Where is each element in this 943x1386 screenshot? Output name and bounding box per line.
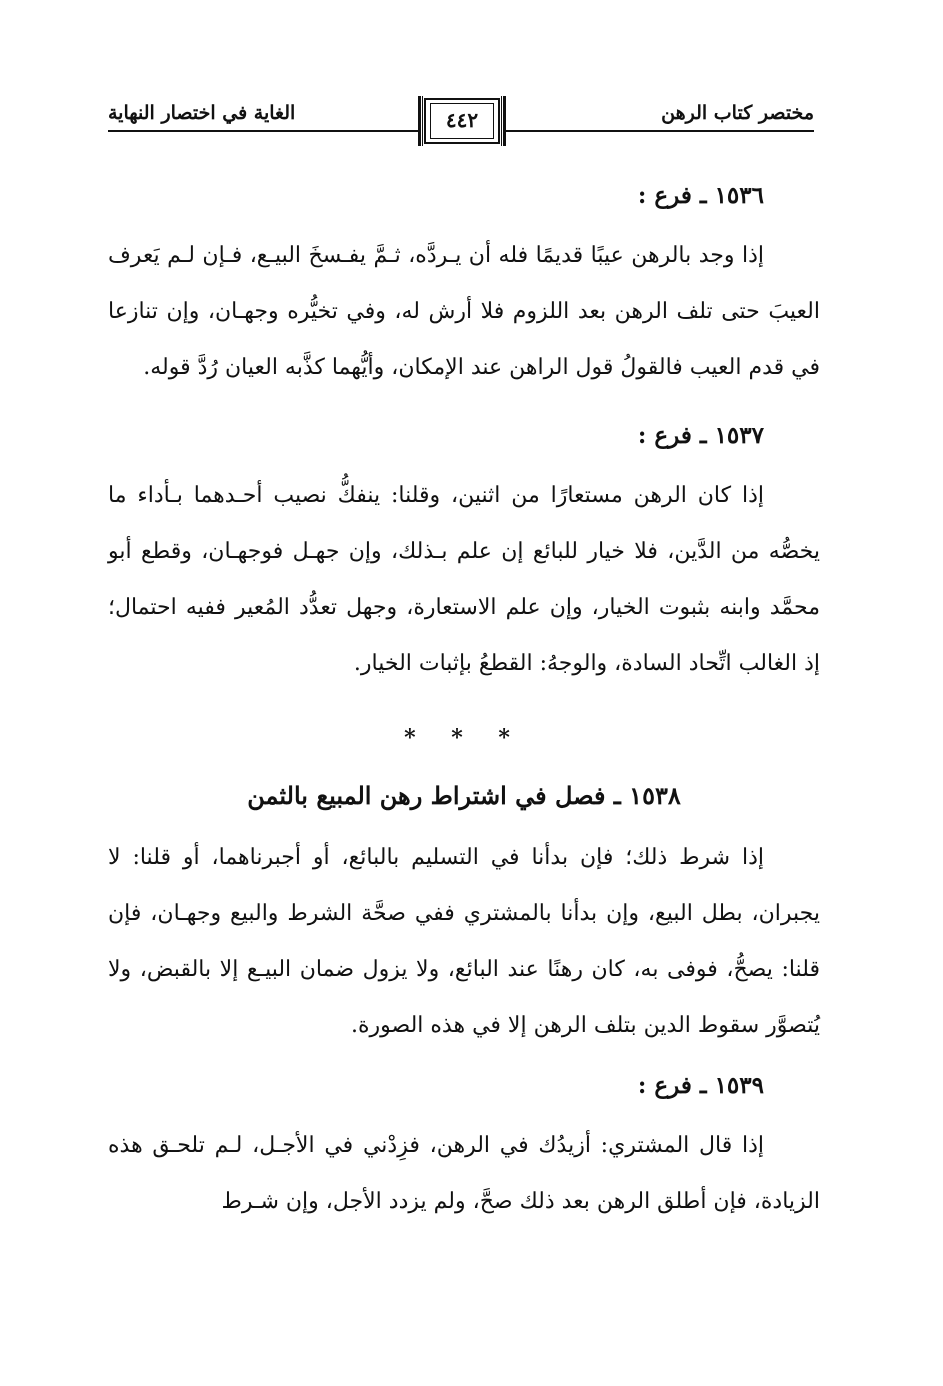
page-body [108, 178, 820, 1230]
page-number-frame [418, 96, 506, 146]
section-separator: * * * [404, 725, 524, 751]
book-title: الغاية في اختصار النهاية [108, 102, 296, 124]
book-section-title: مختصر كتاب الرهن [661, 102, 814, 124]
branch-heading: ١٥٣٩ ـ فرع : [637, 1072, 764, 1099]
section-paragraph: إذا شرط ذلك؛ فإن بدأنا في التسليم بالبائع، أو أجبرناهما، أو قلنا: لا يجبران، بطل البيع، وإن بدأنا بالمشتري ففي صحَّة الشرط والبيع وجهـان، فإن قلنا: يصحُّ، فوفى به، كان رهنًا عند البائع، ولا يزول ضمان البيـع إلا بالقبض، ولا يُتصوَّر سقوط الدين بتلف الرهن إلا في هذه الصورة. [108, 845, 820, 1038]
section-heading: ١٥٣٨ ـ فصل في اشتراط رهن المبيع بالثمن [247, 781, 681, 810]
branch-heading: ١٥٣٦ ـ فرع : [637, 182, 764, 209]
branch-paragraph: إذا وجد بالرهن عيبًا قديمًا فله أن يـردَّه، ثـمَّ يفـسخَ البيـع، فـإن لـم يَعرف العيبَ حتى تلف الرهن بعد اللزوم فلا أرش له، وفي تخيُّره وجهـان، وإن تنازعا في قدم العيب فالقولُ قول الراهن عند الإمكان، وأيُّهما كذَّبه العيان رُدَّ قوله. [108, 243, 820, 380]
page-header [108, 96, 814, 154]
branch-paragraph: إذا قال المشتري: أزيدُك في الرهن، فزِدْني في الأجـل، لـم تلحـق هذه الزيادة، فإن أطلق الرهن بعد ذلك صحَّ، ولم يزدد الأجل، وإن شـرط [108, 1133, 820, 1214]
branch-paragraph: إذا كان الرهن مستعارًا من اثنين، وقلنا: ينفكُّ نصيب أحـدهما بـأداء ما يخصُّه من الدَّين، فلا خيار للبائع إن علم بـذلك، وإن جهـل فوجهـان، وقطع أبو محمَّد وابنه بثبوت الخيار، وإن علم الاستعارة، وجهل تعدُّد المُعير ففيه احتمال؛ إذ الغالب اتِّحاد السادة، والوجهُ: القطعُ بإثبات الخيار. [108, 483, 820, 676]
branch-heading: ١٥٣٧ ـ فرع : [637, 422, 764, 449]
page-number: ٤٤٢ [445, 108, 479, 132]
